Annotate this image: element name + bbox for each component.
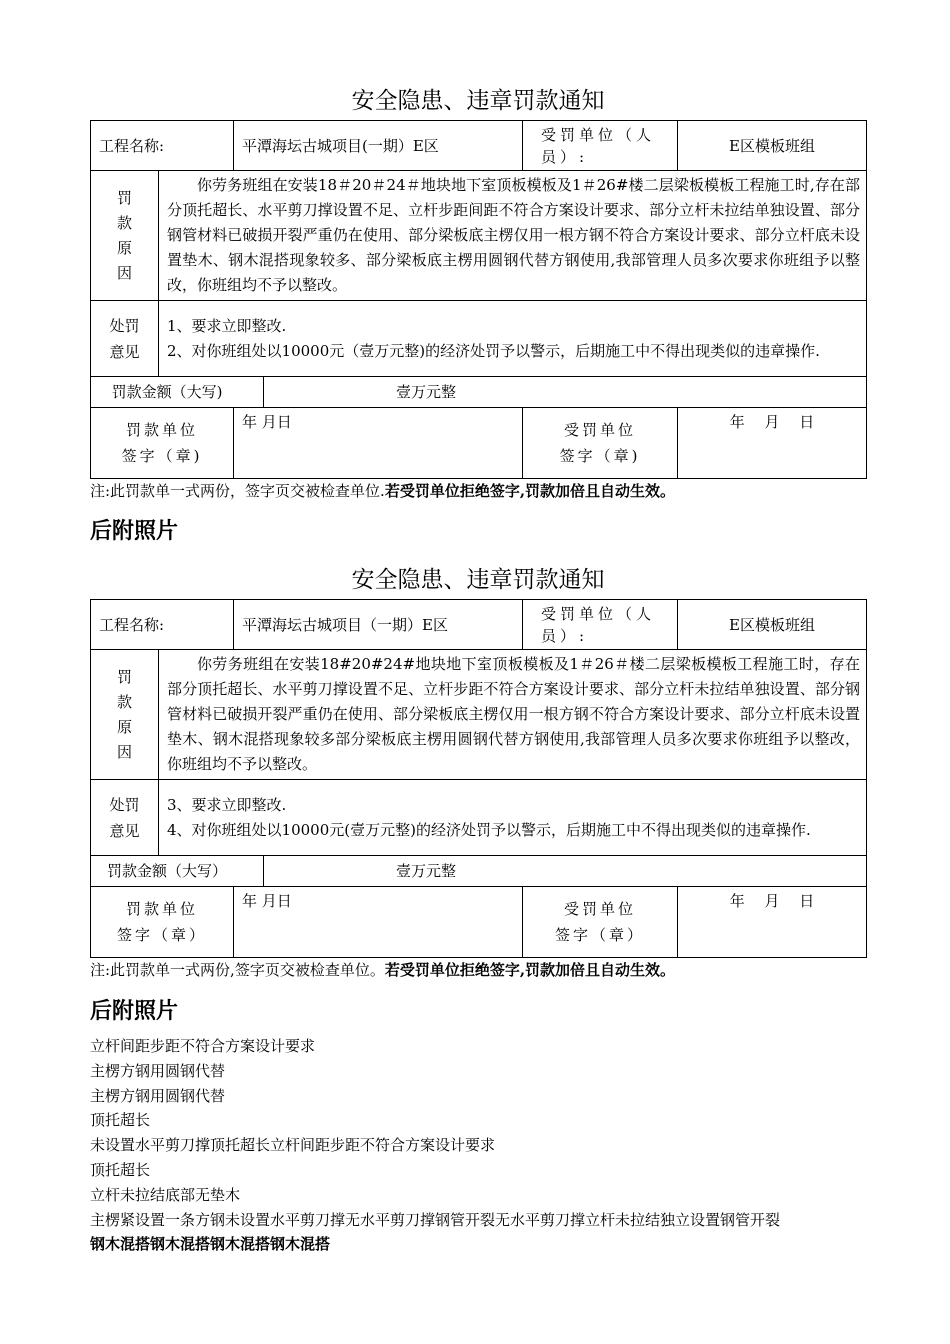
project-name: 平潭海坛古城项目（一期）E区 bbox=[234, 600, 523, 650]
issuer-signature-line-1: 罚款单位 bbox=[125, 900, 198, 918]
opinion-text bbox=[159, 780, 867, 856]
reason-label-text: 罚款原因 bbox=[117, 188, 133, 282]
photo-captions bbox=[90, 1034, 780, 1257]
amount-label: 罚款金额（大写） bbox=[91, 856, 264, 887]
issuer-signature-label bbox=[91, 408, 234, 479]
opinion-label-line-2: 意见 bbox=[109, 342, 140, 361]
caption-line: 主楞方钢用圆钢代替 bbox=[90, 1061, 226, 1080]
notice-2 bbox=[90, 561, 866, 982]
reason-text bbox=[159, 171, 867, 301]
footnote-bold: 若受罚单位拒绝签字,罚款加倍且自动生效。 bbox=[384, 482, 676, 500]
amount-value: 壹万元整 bbox=[264, 856, 867, 887]
opinion-label-line-1: 处罚 bbox=[109, 316, 140, 335]
penalized-unit-label: 受罚单位（人员）: bbox=[523, 600, 678, 650]
receiver-signature-line-1: 受罚单位 bbox=[563, 421, 636, 439]
notice-title: 安全隐患、违章罚款通知 bbox=[351, 567, 605, 593]
caption-line: 主楞方钢用圆钢代替 bbox=[90, 1086, 226, 1105]
notice-title: 安全隐患、违章罚款通知 bbox=[351, 88, 605, 114]
reason-label bbox=[91, 650, 159, 780]
opinion-label-line-2: 意见 bbox=[109, 821, 140, 840]
project-label: 工程名称: bbox=[91, 600, 234, 650]
reason-paragraph: 你劳务班组在安装18#20#24#地块地下室顶板模板及1＃26＃楼二层梁板模板工程施工时，存在部分顶托超长、水平剪刀撑设置不足、立杆步距不符合方案设计要求、部分立杆未拉结单独设置、部分钢管材料已破损开裂严重仍在使用、部分梁板底主楞仅用一根方钢不符合方案设计要求、部分立杆底未设置垫木、钢木混搭现象较多部分梁板底主楞用圆钢代替方钢使用,我部管理人员多次要求你班组予以整改，你班组均不予以整改。 bbox=[167, 655, 861, 773]
photos-heading: 后附照片 bbox=[90, 518, 179, 544]
receiver-signature-line-2: 签字（章) bbox=[559, 447, 641, 465]
penalized-unit-label: 受罚单位（人员）: bbox=[523, 121, 678, 171]
receiver-signature-label bbox=[523, 408, 678, 479]
issuer-signature-line-1: 罚款单位 bbox=[125, 421, 198, 439]
footnote bbox=[90, 958, 866, 982]
opinion-text bbox=[159, 301, 867, 377]
footnote-bold: 若受罚单位拒绝签字,罚款加倍且自动生效。 bbox=[384, 961, 676, 979]
caption-line: 主楞紧设置一条方钢未设置水平剪刀撑无水平剪刀撑钢管开裂无水平剪刀撑立杆未拉结独立设置钢管开裂 bbox=[90, 1210, 781, 1229]
issuer-signature-label bbox=[91, 887, 234, 958]
receiver-signature-date: 年 月 日 bbox=[678, 408, 867, 479]
amount-value: 壹万元整 bbox=[264, 377, 867, 408]
amount-label: 罚款金额（大写) bbox=[91, 377, 264, 408]
reason-paragraph: 你劳务班组在安装18＃20＃24＃地块地下室顶板模板及1＃26#楼二层梁板模板工程施工时,存在部分顶托超长、水平剪刀撑设置不足、立杆步距间距不符合方案设计要求、部分立杆未拉结单独设置、部分钢管材料已破损开裂严重仍在使用、部分梁板底主楞仅用一根方钢不符合方案设计要求、部分立杆底未设置垫木、钢木混搭现象较多、部分梁板底主楞用圆钢代替方钢使用,我部管理人员多次要求你班组予以整改，你班组均不予以整改。 bbox=[167, 176, 861, 294]
notice-form bbox=[90, 120, 867, 479]
reason-label bbox=[91, 171, 159, 301]
caption-line: 顶托超长 bbox=[90, 1111, 151, 1130]
penalized-unit-value: E区模板班组 bbox=[678, 121, 867, 171]
opinion-line-1: 3、要求立即整改. bbox=[167, 795, 287, 814]
penalized-unit-value: E区模板班组 bbox=[678, 600, 867, 650]
opinion-line-2: 4、对你班组处以10000元(壹万元整)的经济处罚予以警示，后期施工中不得出现类似的违章操作. bbox=[167, 820, 811, 839]
caption-line: 立杆间距步距不符合方案设计要求 bbox=[90, 1037, 316, 1055]
photos-heading: 后附照片 bbox=[90, 998, 179, 1024]
issuer-signature-line-2: 签字（章） bbox=[116, 926, 207, 944]
opinion-label bbox=[91, 301, 159, 377]
footnote-normal: 注:此罚款单一式两份,签字页交被检查单位。 bbox=[90, 961, 385, 979]
issuer-signature-line-2: 签字（章) bbox=[121, 447, 203, 465]
footnote-normal: 注:此罚款单一式两份，签字页交被检查单位. bbox=[90, 482, 385, 500]
receiver-signature-label bbox=[523, 887, 678, 958]
caption-line: 未设置水平剪刀撑顶托超长立杆间距步距不符合方案设计要求 bbox=[90, 1136, 496, 1155]
reason-text bbox=[159, 650, 867, 780]
project-label: 工程名称: bbox=[91, 121, 234, 171]
receiver-signature-date: 年 月 日 bbox=[678, 887, 867, 958]
notice-1 bbox=[90, 82, 866, 503]
caption-line: 立杆未拉结底部无垫木 bbox=[90, 1185, 241, 1204]
receiver-signature-line-1: 受罚单位 bbox=[564, 900, 637, 918]
opinion-line-1: 1、要求立即整改. bbox=[167, 316, 287, 335]
opinion-label-line-1: 处罚 bbox=[109, 795, 140, 814]
notice-form bbox=[90, 599, 867, 958]
caption-line: 顶托超长 bbox=[90, 1160, 151, 1179]
caption-line-bold: 钢木混搭钢木混搭钢木混搭钢木混搭 bbox=[90, 1235, 331, 1254]
reason-label-text: 罚款原因 bbox=[117, 667, 133, 761]
footnote bbox=[90, 479, 866, 503]
issuer-signature-date: 年 月日 bbox=[234, 887, 523, 958]
receiver-signature-line-2: 签字（章） bbox=[555, 926, 646, 944]
issuer-signature-date: 年 月日 bbox=[234, 408, 523, 479]
opinion-line-2: 2、对你班组处以10000元（壹万元整)的经济处罚予以警示，后期施工中不得出现类似的违章操作. bbox=[167, 341, 820, 360]
opinion-label bbox=[91, 780, 159, 856]
project-name: 平潭海坛古城项目(一期）E区 bbox=[234, 121, 523, 171]
